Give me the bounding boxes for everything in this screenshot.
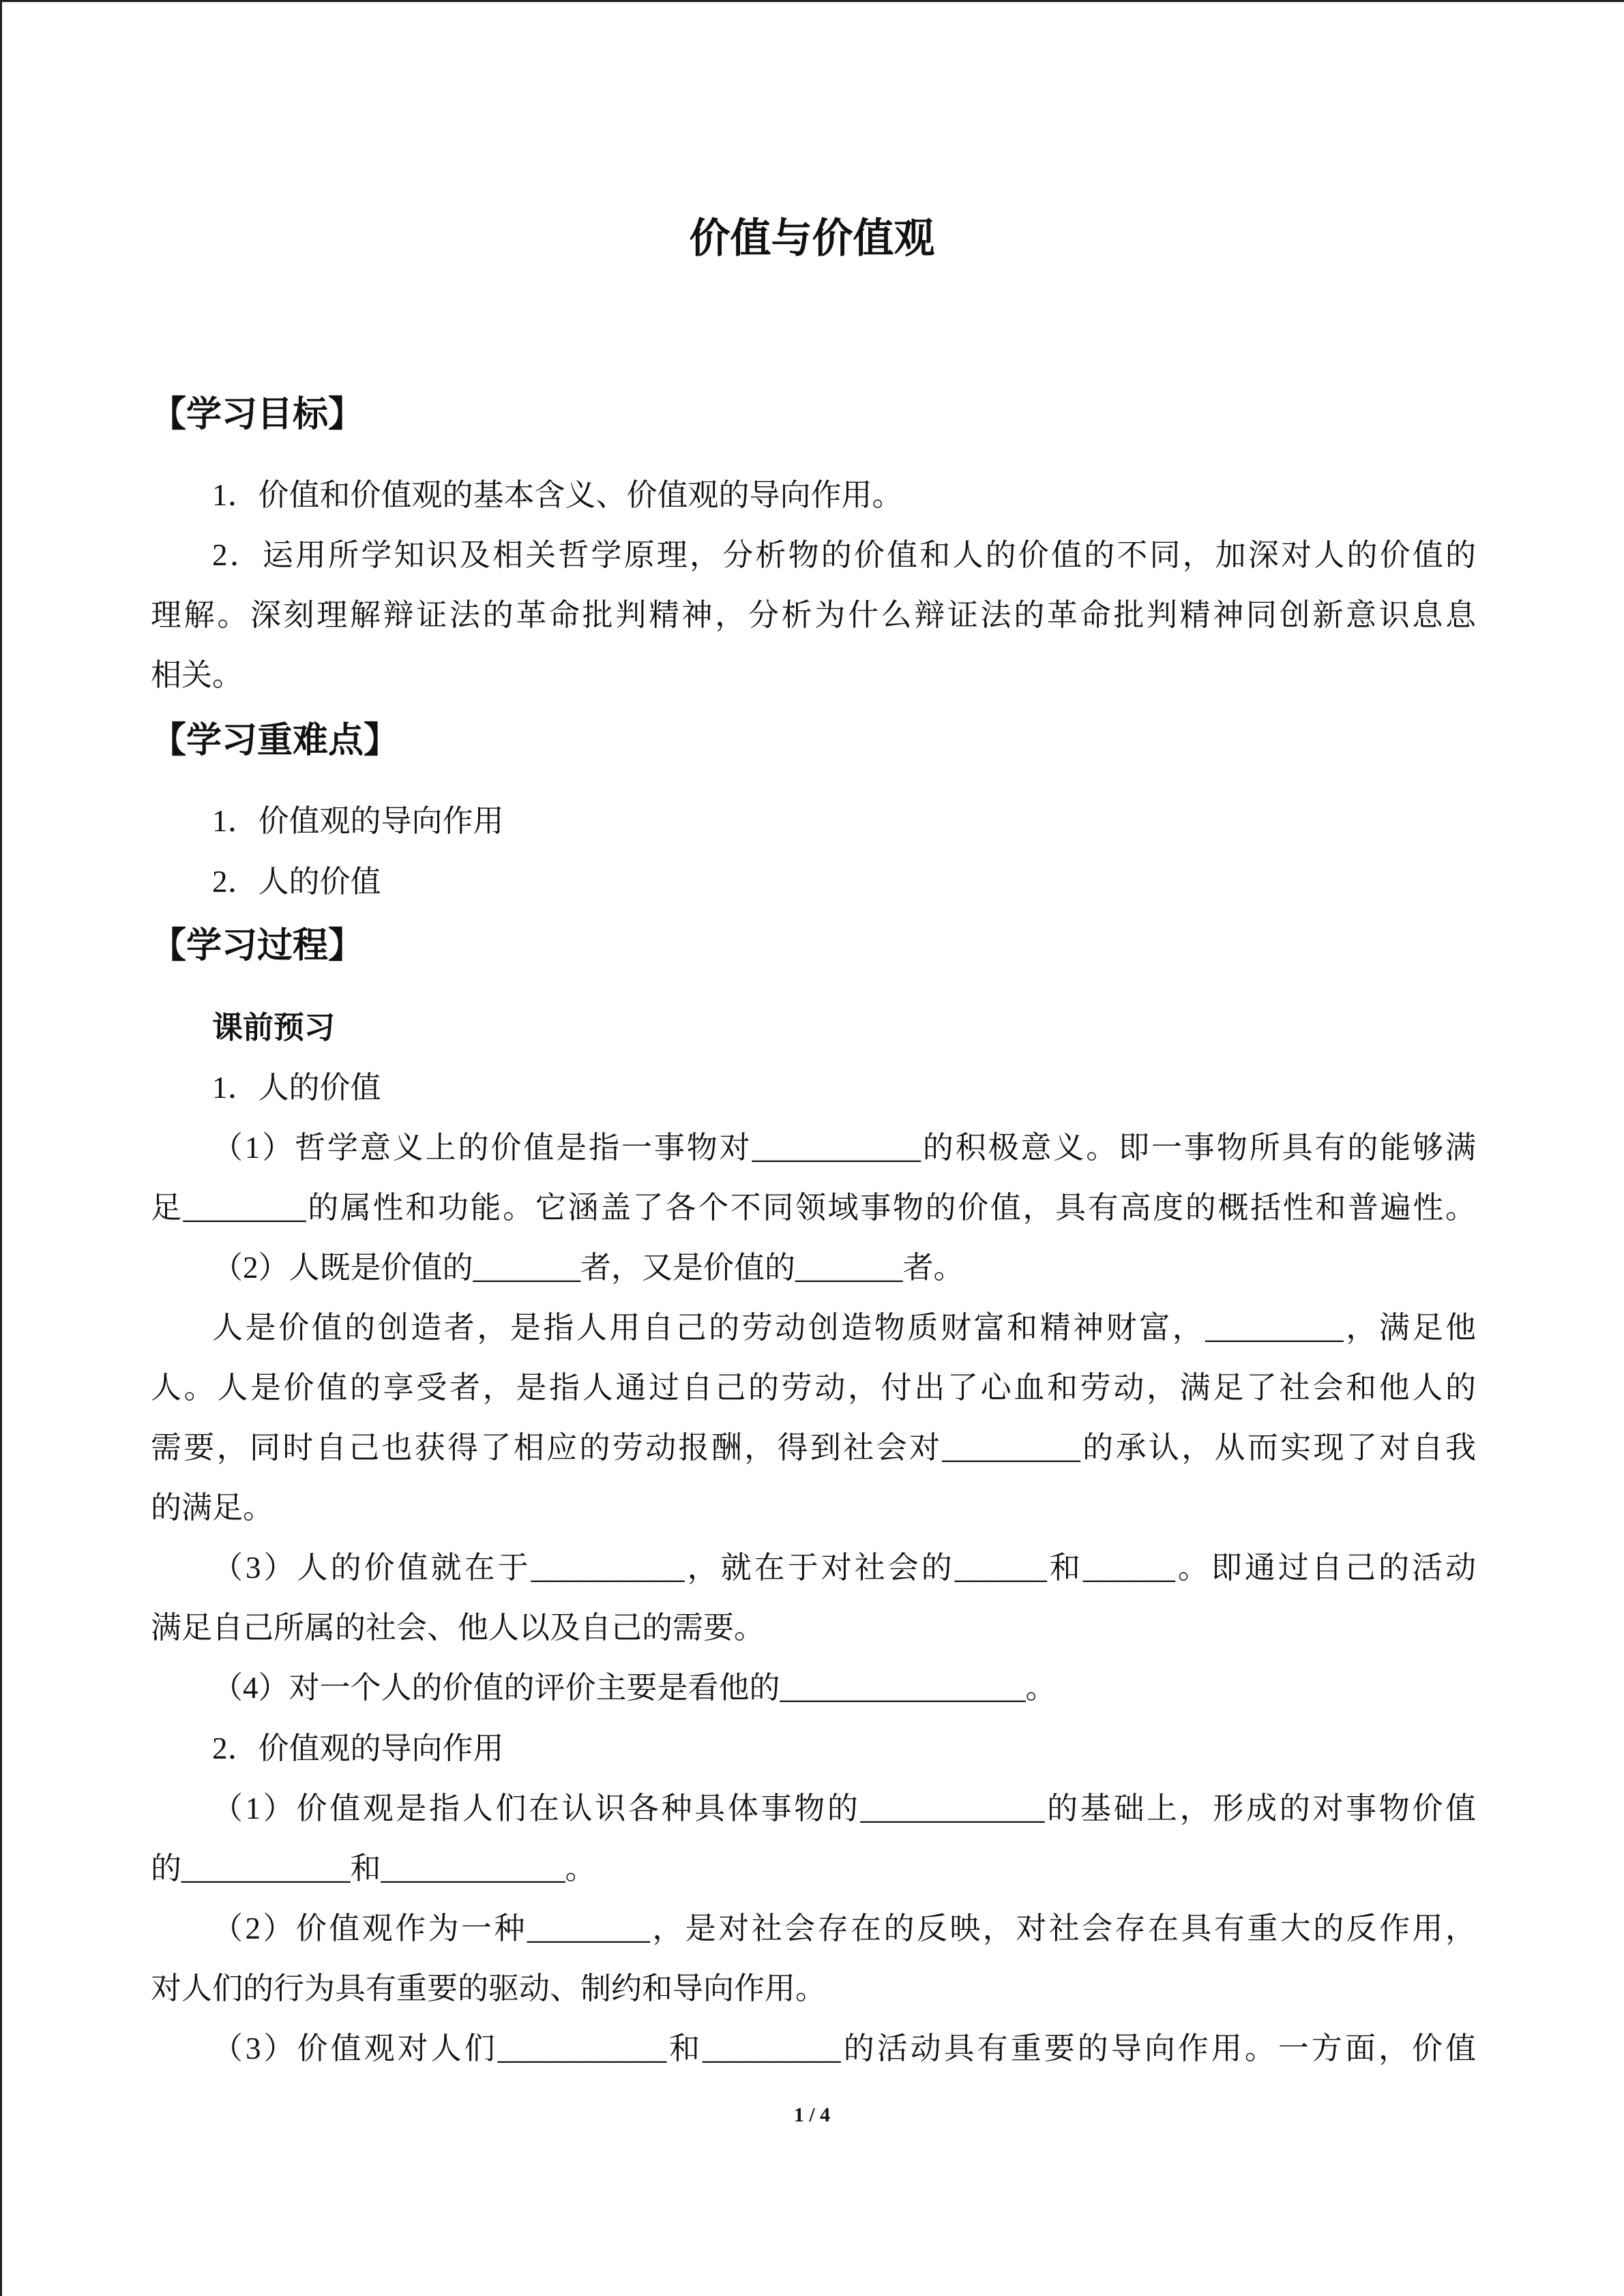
process-line: 的___________和____________。 [151, 1851, 596, 1885]
section-heading-objectives: 【学习目标】 [151, 395, 364, 434]
process-line: （1）哲学意义上的价值是指一事物对___________的积极意义。即一事物所具有的能够满 [212, 1131, 1476, 1165]
process-line: 人。人是价值的享受者，是指人通过自己的劳动，付出了心血和劳动，满足了社会和他人的 [151, 1371, 1476, 1405]
document-title: 价值与价值观 [689, 216, 935, 261]
process-line: 足________的属性和功能。它涵盖了各个不同领域事物的价值，具有高度的概括性和普遍性。 [151, 1191, 1476, 1225]
process-line: （3）价值观对人们___________和_________的活动具有重要的导向作用。一方面，价值 [212, 2031, 1476, 2066]
section-heading-key-points: 【学习重难点】 [151, 721, 400, 760]
page-border-top [0, 0, 1624, 2]
process-line: （1）价值观是指人们在认识各种具体事物的____________的基础上，形成的对事物价值 [212, 1791, 1476, 1825]
subheading-preview: 课前预习 [212, 1011, 336, 1045]
objective-line: 2．运用所学知识及相关哲学原理，分析物的价值和人的价值的不同，加深对人的价值的 [212, 538, 1476, 572]
section-heading-process: 【学习过程】 [151, 926, 364, 966]
process-line: 的满足。 [151, 1491, 274, 1525]
process-line: （2）人既是价值的_______者，又是价值的_______者。 [212, 1251, 964, 1285]
key-point-line: 2．人的价值 [212, 865, 381, 899]
key-point-line: 1．价值观的导向作用 [212, 804, 504, 838]
process-line: 满足自己所属的社会、他人以及自己的需要。 [151, 1611, 765, 1645]
process-line: （2）价值观作为一种________，是对社会存在的反映，对社会存在具有重大的反作用， [212, 1911, 1476, 1945]
objective-line: 1．价值和价值观的基本含义、价值观的导向作用。 [212, 478, 903, 512]
page-number: 1 / 4 [793, 2104, 831, 2126]
process-line: 对人们的行为具有重要的驱动、制约和导向作用。 [151, 1971, 827, 2006]
process-line: （4）对一个人的价值的评价主要是看他的________________。 [212, 1671, 1057, 1705]
process-line: 需要，同时自己也获得了相应的劳动报酬，得到社会对_________的承认，从而实现了对自我 [151, 1431, 1476, 1465]
process-line: 1．人的价值 [212, 1071, 381, 1105]
process-line: 人是价值的创造者，是指人用自己的劳动创造物质财富和精神财富，_________，满足他 [212, 1311, 1476, 1345]
objective-line: 相关。 [151, 658, 243, 692]
page-border-left [0, 0, 2, 2296]
process-line: 2．价值观的导向作用 [212, 1731, 504, 1765]
objective-line: 理解。深刻理解辩证法的革命批判精神，分析为什么辩证法的革命批判精神同创新意识息息 [151, 598, 1476, 632]
process-line: （3）人的价值就在于__________，就在于对社会的______和______。即通过自己的活动 [212, 1551, 1476, 1585]
